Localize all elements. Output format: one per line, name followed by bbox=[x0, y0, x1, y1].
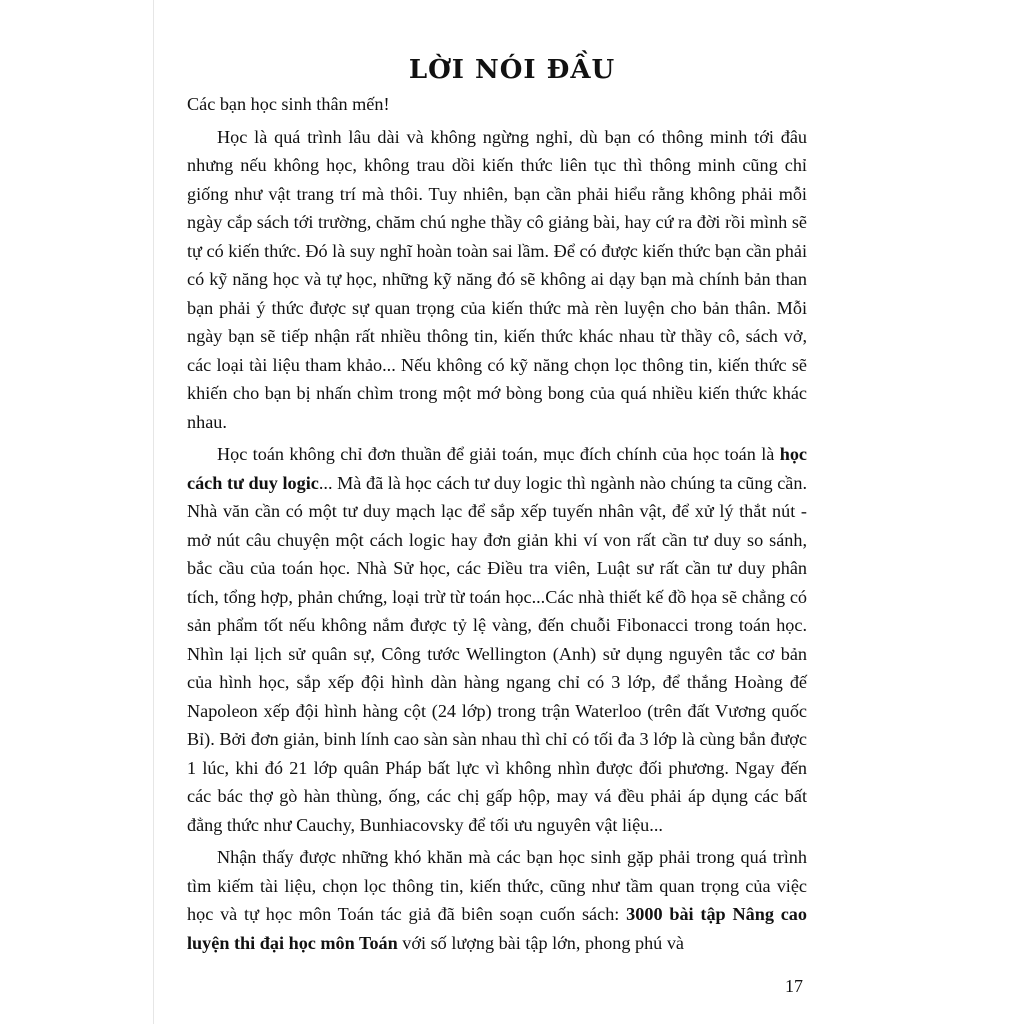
page-binding-edge bbox=[153, 0, 154, 1024]
paragraph-3-bold-book-title: 3000 bài tập Nâng cao luyện thi đại học môn Toán bbox=[187, 904, 807, 953]
paragraph-2-text-end: ... Mà đã là học cách tư duy logic thì ngành nào chúng ta cũng cần. Nhà văn cần có một tư duy mạch lạc để sắp xếp tuyến nhân vật, để xử lý thắt nút - mở nút câu chuyện một cách logic hay đơn giản khi ví von rất cần tư duy so sánh, bắc cầu của toán học. Nhà Sử học, các Điều tra viên, Luật sư rất cần tư duy phân tích, tổng hợp, phản chứng, loại trừ từ toán học...Các nhà thiết kế đồ họa sẽ chẳng có sản phẩm tốt nếu không nắm được tỷ lệ vàng, đến chuỗi Fibonacci trong toán học. Nhìn lại lịch sử quân sự, Công tước Wellington (Anh) sử dụng nguyên tắc cơ bản của hình học, sắp xếp đội hình dàn hàng ngang chỉ có 3 lớp, để thắng Hoàng đế Napoleon xếp đội hình hàng cột (24 lớp) trong trận Waterloo (trên đất Vương quốc Bỉ). Bởi đơn giản, binh lính cao sàn sàn nhau thì chỉ có tối đa 3 lớp là cùng bắn được 1 lúc, khi đó 21 lớp quân Pháp bất lực vì không nhìn được đối phương. Ngay đến các bác thợ gò hàn thùng, ống, các chị gấp hộp, may vá đều phải áp dụng các bất đẳng thức như Cauchy, Bunhiacovsky để tối ưu nguyên vật liệu... bbox=[187, 472, 807, 835]
paragraph-2-text-start: Học toán không chỉ đơn thuần để giải toán, mục đích chính của học toán là bbox=[217, 444, 780, 464]
greeting: Các bạn học sinh thân mến! bbox=[187, 94, 390, 114]
paragraph-3 bbox=[187, 843, 807, 957]
paragraph-3-text-start: Nhận thấy được những khó khăn mà các bạn học sinh gặp phải trong quá trình tìm kiếm tài liệu, chọn lọc thông tin, kiến thức, cũng như tầm quan trọng của việc học và tự học môn Toán tác giả đã biên soạn cuốn sách: bbox=[187, 847, 807, 924]
paragraph-1 bbox=[187, 123, 807, 437]
paragraph-1-text: Học là quá trình lâu dài và không ngừng nghỉ, dù bạn có thông minh tới đâu nhưng nếu không học, không trau dồi kiến thức liên tục thì thông minh cũng chỉ giống như vật trang trí mà thôi. Tuy nhiên, bạn cần phải hiểu rằng không phải mỗi ngày cắp sách tới trường, chăm chú nghe thầy cô giảng bài, hay cứ ra đời rồi mình sẽ tự có kiến thức. Đó là suy nghĩ hoàn toàn sai lầm. Để có được kiến thức bạn cần phải có kỹ năng học và tự học, những kỹ năng đó sẽ không ai dạy bạn mà chính bản than bạn phải ý thức được sự quan trọng của kiến thức mà rèn luyện cho bản thân. Mỗi ngày bạn sẽ tiếp nhận rất nhiều thông tin, kiến thức khác nhau từ thầy cô, sách vở, các loại tài liệu tham khảo... Nếu không có kỹ năng chọn lọc thông tin, kiến thức sẽ khiến cho bạn bị nhấn chìm trong một mớ bòng bong của quá nhiều kiến thức khác nhau. bbox=[187, 126, 807, 432]
body-text bbox=[187, 90, 807, 961]
page-title: LỜI NÓI ĐẦU bbox=[408, 55, 616, 85]
page-number: 17 bbox=[785, 976, 803, 996]
paragraph-2 bbox=[187, 440, 807, 839]
paragraph-3-text-end: với số lượng bài tập lớn, phong phú và bbox=[397, 932, 684, 953]
paragraph-2-bold-phrase: học cách tư duy logic bbox=[187, 444, 807, 493]
